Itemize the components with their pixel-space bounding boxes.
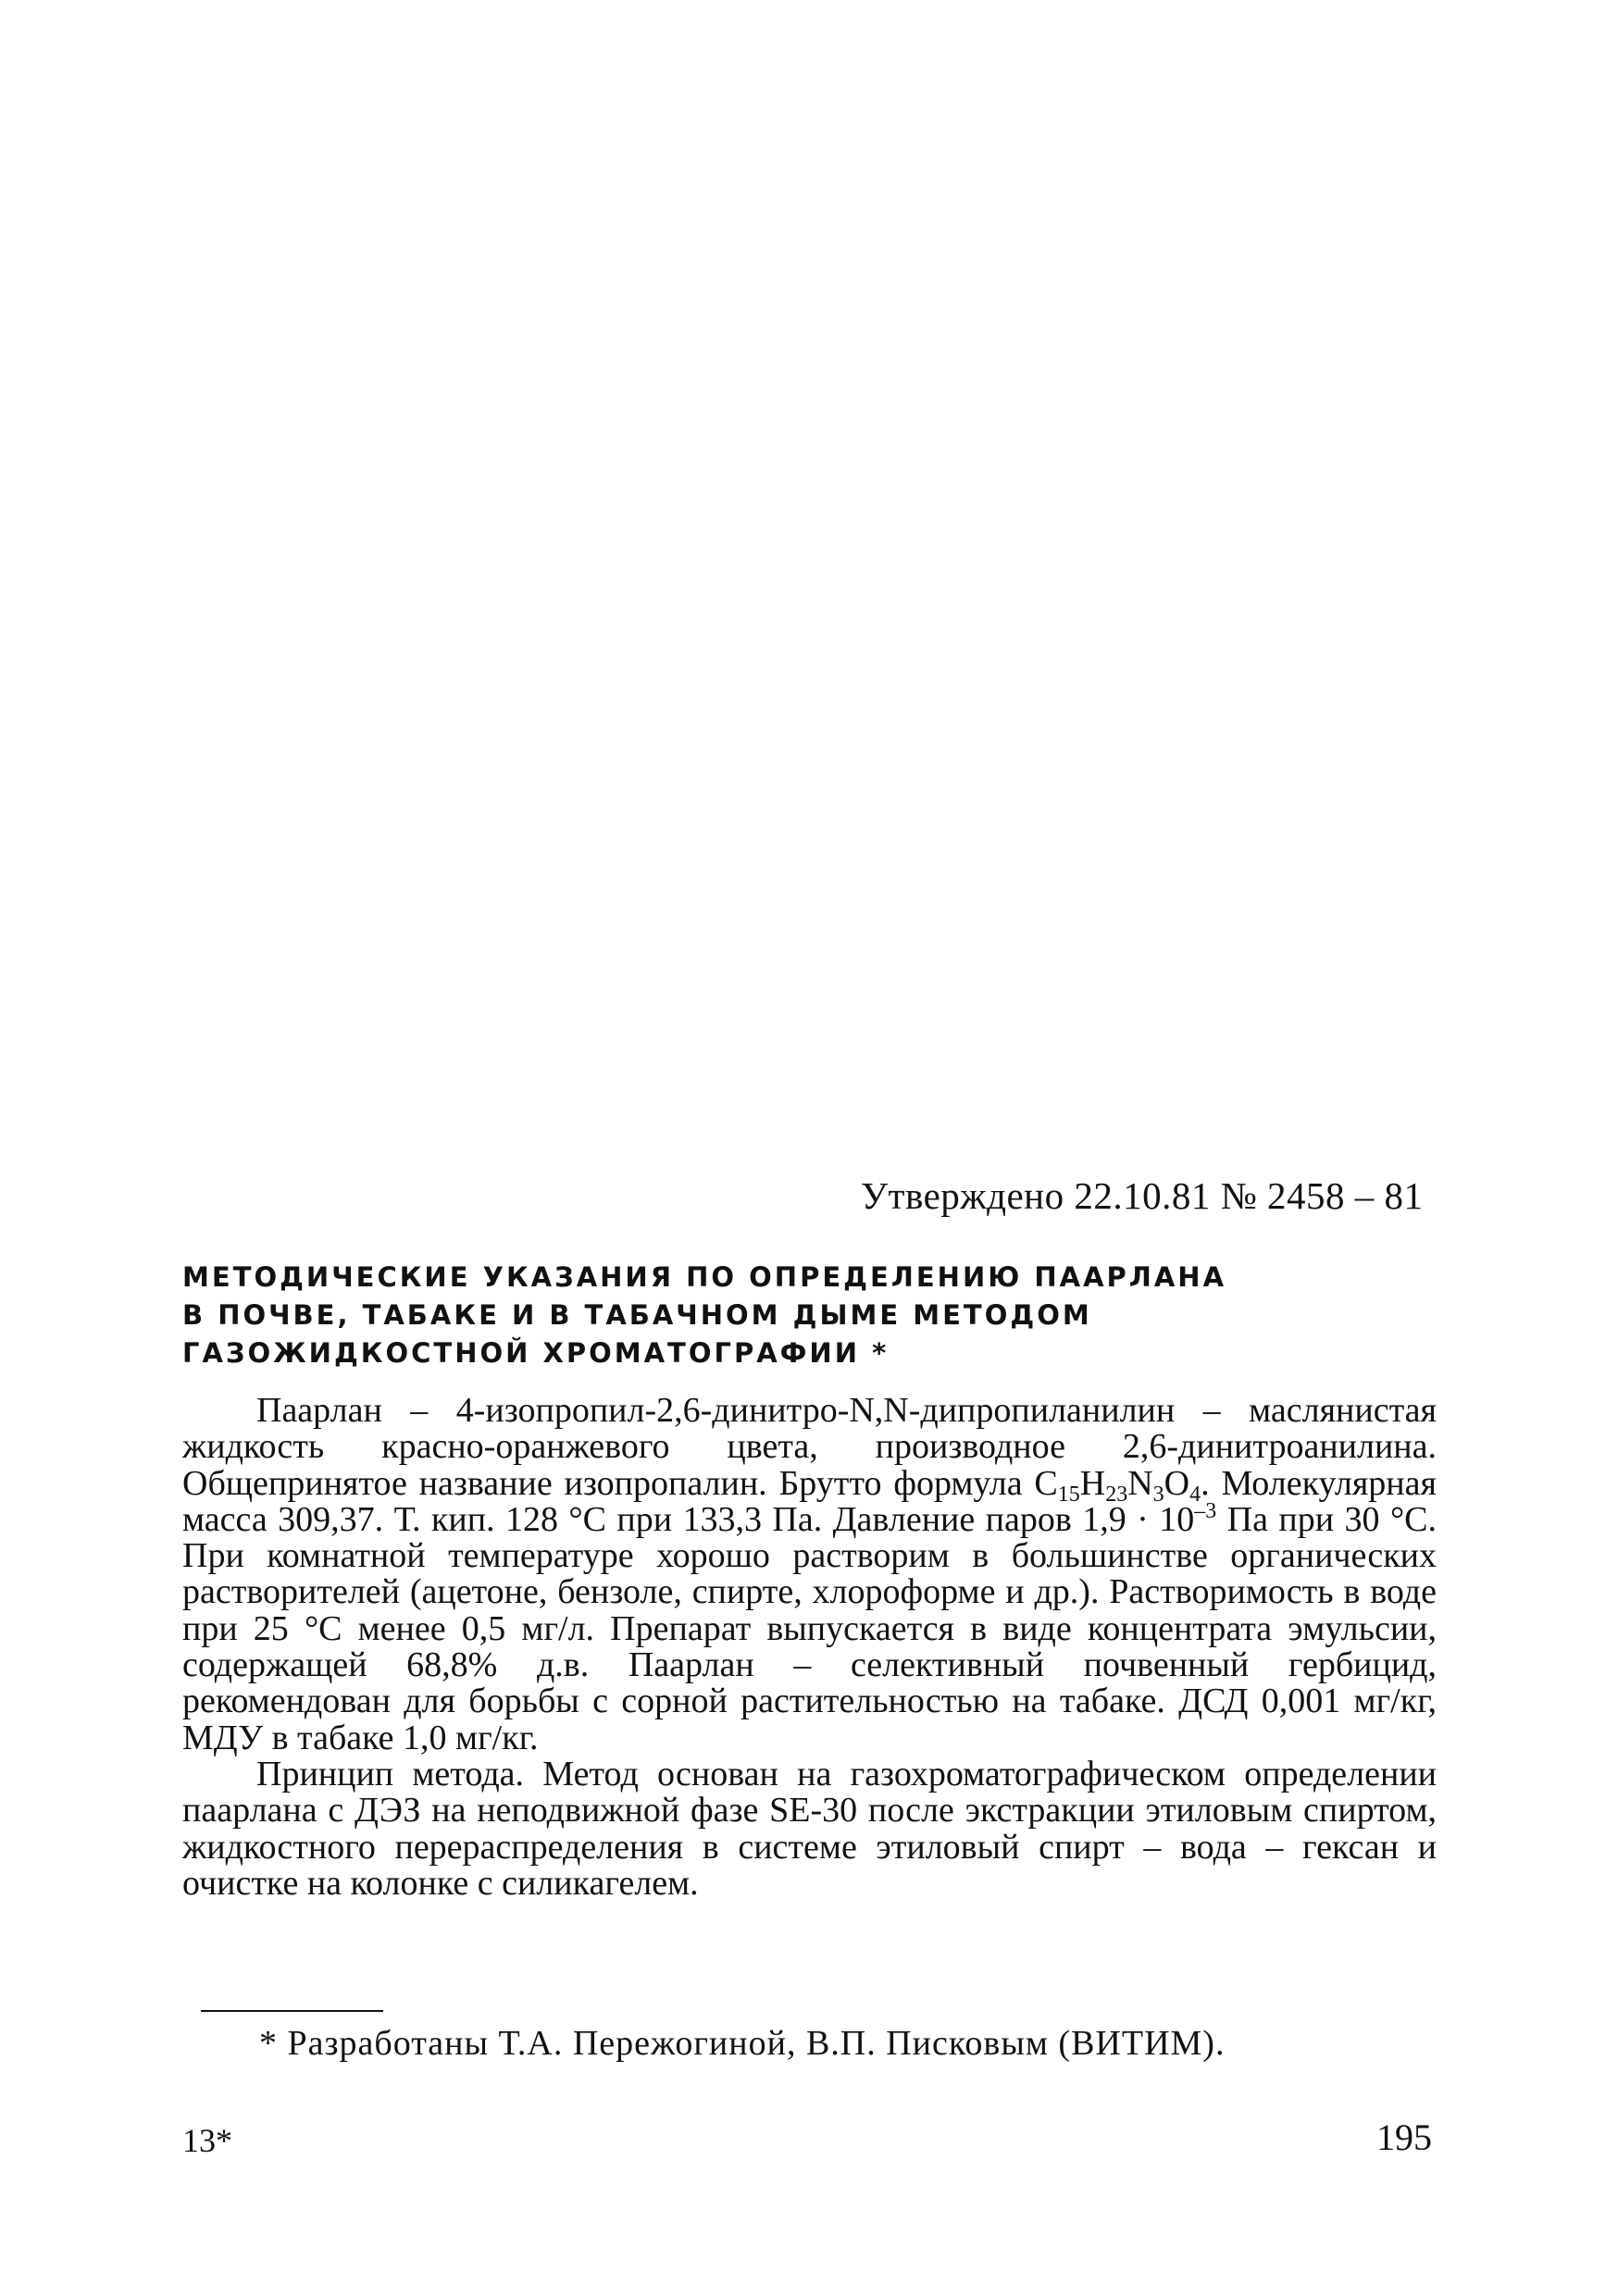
- formula-o-sub: 4: [1189, 1482, 1201, 1507]
- title-line-2: В ПОЧВЕ, ТАБАКЕ И В ТАБАЧНОМ ДЫМЕ МЕТОДОМ: [182, 1299, 1092, 1331]
- description-part-2: . Молекулярная масса 309,37. Т. кип. 128 °С при 133,3 Па. Давление паров 1,9 · 10: [182, 1463, 1437, 1539]
- brutto-formula: [1034, 1463, 1201, 1507]
- formula-o: O: [1164, 1463, 1190, 1503]
- pressure-exponent: –3: [1194, 1498, 1217, 1523]
- description-part-3: Па при 30 °С. При комнатной температуре хорошо растворим в большинстве органических растворителей (ацетоне, бензоле, спирте, хлороформе и др.). Растворимость в воде при 25 °С менее 0,5 мг/л. Препарат выпускается в виде концентрата эмульсии, содержащей 68,8% д.в. Паарлан – селективный почвенный гербицид, рекомендован для борьбы с сорной растительностью на табаке. ДСД 0,001 мг/кг, МДУ в табаке 1,0 мг/кг.: [182, 1499, 1437, 1757]
- formula-h: H: [1079, 1463, 1106, 1503]
- title-line-1: МЕТОДИЧЕСКИЕ УКАЗАНИЯ ПО ОПРЕДЕЛЕНИЮ ПААРЛАНА: [182, 1261, 1227, 1293]
- paragraph-description: [182, 1393, 1437, 1756]
- signature-mark: 13*: [182, 2122, 232, 2159]
- description-part-1: Паарлан – 4-изопропил-2,6-динитро-N,N-дипропиланилин – маслянистая жидкость красно-оранжевого цвета, производное 2,6-динитроанилина. Общепринятое название изопропалин. Брутто формула: [182, 1391, 1437, 1503]
- document-title: [182, 1259, 1227, 1372]
- approval-line: Утверждено 22.10.81 № 2458 – 81: [861, 1174, 1424, 1217]
- formula-h-sub: 23: [1105, 1482, 1128, 1507]
- formula-n: N: [1127, 1463, 1153, 1503]
- formula-c-sub: 15: [1057, 1482, 1080, 1507]
- paragraph-method-principle: Принцип метода. Метод основан на газохроматографическом определении паарлана с ДЭЗ на неподвижной фазе SE-30 после экстракции этиловым спиртом, жидкостного перераспределения в системе этиловый спирт – вода – гексан и очистке на колонке с силикагелем.: [182, 1754, 1437, 1903]
- footnote: * Разработаны Т.А. Пережогиной, В.П. Писковым (ВИТИМ).: [259, 2024, 1226, 2063]
- formula-n-sub: 3: [1152, 1482, 1164, 1507]
- formula-c: C: [1034, 1463, 1058, 1503]
- body-text: [182, 1393, 1437, 1902]
- page-number: 195: [1376, 2116, 1432, 2158]
- footnote-divider: [201, 2010, 383, 2012]
- title-line-3: ГАЗОЖИДКОСТНОЙ ХРОМАТОГРАФИИ *: [182, 1337, 890, 1369]
